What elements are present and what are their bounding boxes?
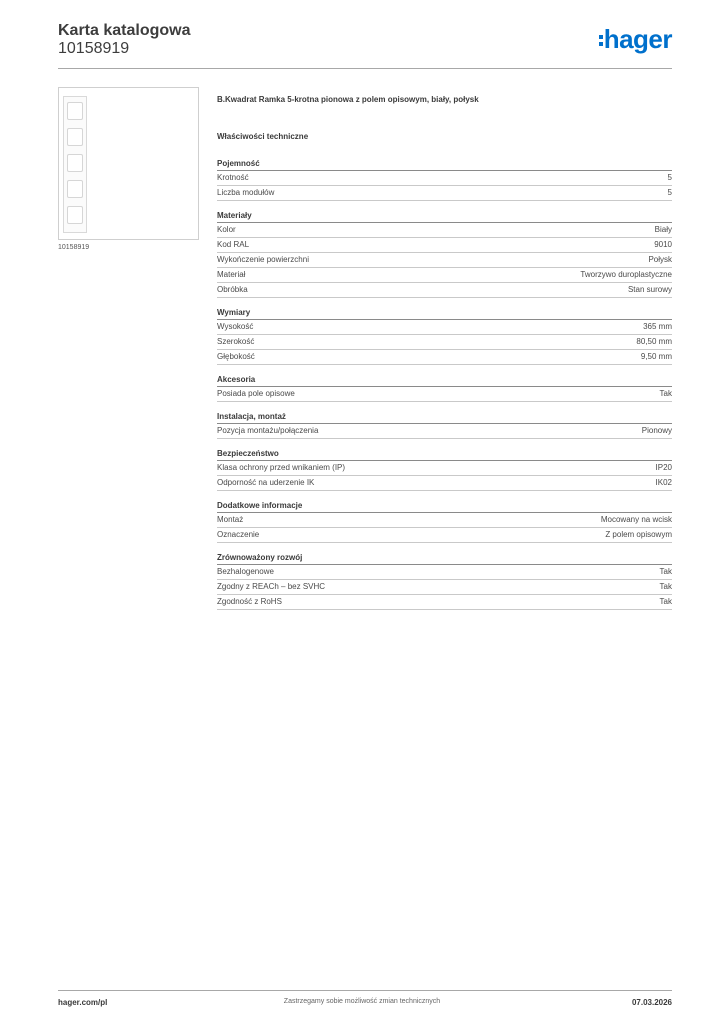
spec-value: Tak [659,597,672,606]
spec-row [217,387,672,402]
spec-value: 80,50 mm [636,337,672,346]
spec-value: 9,50 mm [640,352,672,361]
spec-label: Klasa ochrony przed wnikaniem (IP) [217,463,346,472]
spec-value: Mocowany na wcisk [600,515,672,524]
tech-section-title: Właściwości techniczne [217,132,309,141]
spec-value: 365 mm [643,322,672,331]
spec-label: Materiał [217,270,246,279]
spec-value: 5 [667,173,672,182]
spec-row [217,580,672,595]
spec-group-title: Zrównoważony rozwój [217,551,672,565]
image-caption: 10158919 [58,244,90,251]
footer-website: hager.com/pl [58,998,108,1007]
frame-5-gang-vertical-icon [63,96,87,233]
spec-value: IK02 [655,478,672,487]
spec-label: Głębokość [217,352,255,361]
spec-value: 5 [667,188,672,197]
spec-group [217,306,672,365]
spec-row [217,253,672,268]
spec-value: 9010 [654,240,672,249]
spec-value: Biały [654,225,672,234]
spec-row [217,565,672,580]
spec-label: Bezhalogenowe [217,567,274,576]
spec-row [217,350,672,365]
spec-row [217,223,672,238]
spec-label: Pozycja montażu/połączenia [217,426,319,435]
spec-row [217,461,672,476]
frame-cell [67,128,83,146]
spec-label: Zgodność z RoHS [217,597,282,606]
header-divider [58,68,672,69]
spec-group [217,209,672,298]
spec-value: Tworzywo duroplastyczne [580,270,672,279]
spec-group [217,447,672,491]
spec-value: IP20 [655,463,672,472]
spec-label: Kod RAL [217,240,250,249]
spec-group [217,373,672,402]
spec-row [217,476,672,491]
spec-group-title: Instalacja, montaż [217,410,672,424]
footer-divider [58,990,672,991]
product-title: B.Kwadrat Ramka 5-krotna pionowa z polem opisowym, biały, połysk [217,95,479,104]
spec-row [217,595,672,610]
spec-label: Kolor [217,225,236,234]
spec-group [217,551,672,610]
footer-disclaimer: Zastrzegamy sobie możliwość zmian technicznych [283,998,441,1005]
spec-value: Z polem opisowym [605,530,672,539]
spec-label: Posiada pole opisowe [217,389,295,398]
spec-group-title: Akcesoria [217,373,672,387]
spec-label: Liczba modułów [217,188,275,197]
spec-row [217,268,672,283]
spec-label: Montaż [217,515,244,524]
spec-label: Krotność [217,173,249,182]
spec-label: Obróbka [217,285,248,294]
logo-text: hager [603,24,672,54]
spec-group [217,499,672,543]
spec-label: Zgodny z REACh – bez SVHC [217,582,326,591]
spec-value: Tak [659,582,672,591]
spec-group [217,157,672,201]
spec-row [217,238,672,253]
spec-row [217,513,672,528]
spec-groups [217,157,672,610]
spec-value: Tak [659,567,672,576]
spec-value: Połysk [648,255,672,264]
spec-group-title: Pojemność [217,157,672,171]
spec-group-title: Materiały [217,209,672,223]
spec-row [217,320,672,335]
hager-logo [599,26,672,52]
spec-row [217,335,672,350]
spec-row [217,186,672,201]
document-number: 10158919 [58,40,130,57]
spec-group-title: Wymiary [217,306,672,320]
frame-cell [67,206,83,224]
spec-value: Stan surowy [627,285,672,294]
spec-label: Wykończenie powierzchni [217,255,309,264]
logo-colon-icon [599,35,603,49]
footer-date: 07.03.2026 [631,998,672,1007]
spec-content [217,95,672,618]
spec-value: Pionowy [641,426,672,435]
spec-group-title: Bezpieczeństwo [217,447,672,461]
spec-group-title: Dodatkowe informacje [217,499,672,513]
product-image [58,87,199,240]
spec-row [217,283,672,298]
spec-value: Tak [659,389,672,398]
frame-cell [67,102,83,120]
spec-row [217,528,672,543]
spec-label: Wysokość [217,322,254,331]
document-title: Karta katalogowa [58,22,191,39]
spec-row [217,171,672,186]
spec-label: Szerokość [217,337,255,346]
frame-cell [67,154,83,172]
page-header [58,20,672,68]
frame-cell [67,180,83,198]
spec-label: Odporność na uderzenie IK [217,478,315,487]
spec-row [217,424,672,439]
spec-group [217,410,672,439]
spec-label: Oznaczenie [217,530,260,539]
